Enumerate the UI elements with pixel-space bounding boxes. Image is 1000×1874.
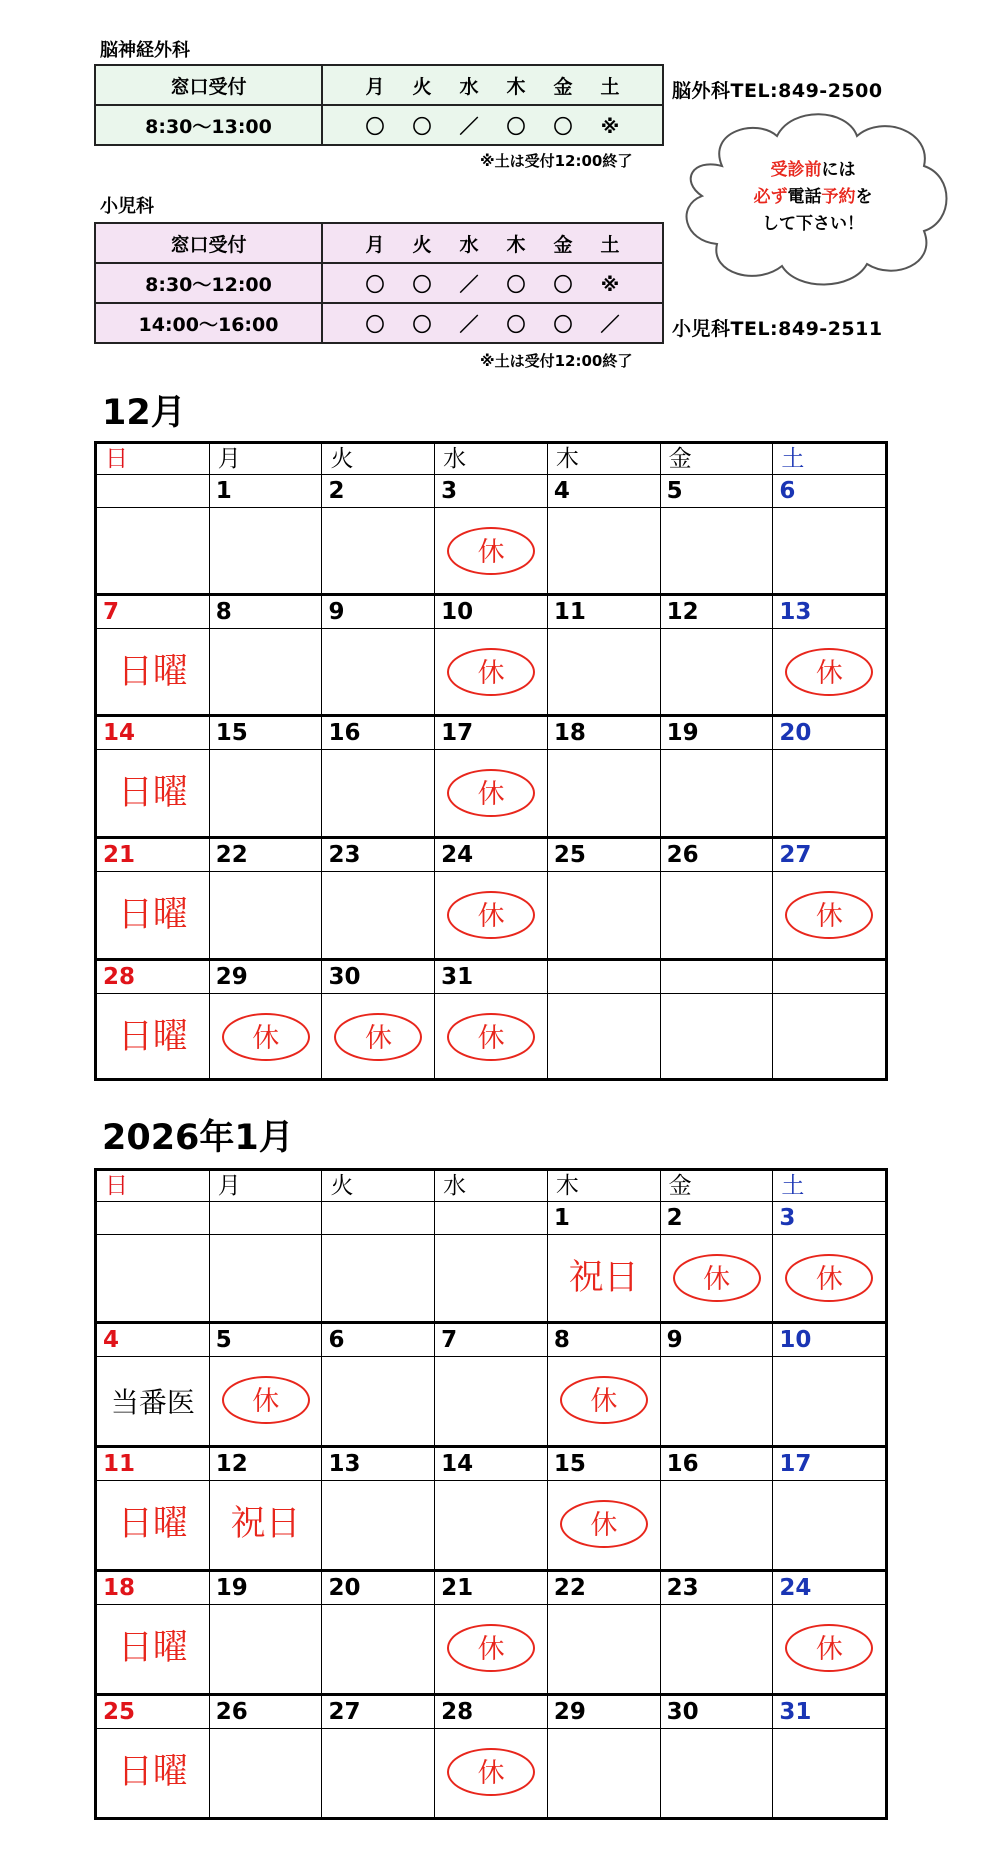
date-number: [322, 1202, 435, 1234]
date-number: 24: [435, 839, 548, 871]
date-number: 1: [210, 475, 323, 507]
date-number: 8: [548, 1324, 661, 1356]
availability-mark: 〇: [553, 115, 573, 138]
availability-mark: ※: [600, 115, 620, 138]
day-cell: [661, 1481, 774, 1569]
weekday-header-cell: 土: [781, 446, 805, 472]
day-cell: [773, 1605, 885, 1693]
hours-header-label: 窓口受付: [95, 65, 322, 105]
day-cell: [97, 1357, 210, 1445]
closed-mark: 休: [447, 1624, 535, 1672]
day-cell: [435, 994, 548, 1078]
day-cell: [661, 1235, 774, 1321]
day-cell: [97, 994, 210, 1078]
date-number: 28: [97, 961, 210, 993]
calendar-december: [94, 441, 888, 1081]
closed-mark: 休: [447, 891, 535, 939]
date-number: 29: [548, 1696, 661, 1728]
sunday-label: 日曜: [117, 1017, 188, 1057]
day-cell: [548, 1357, 661, 1445]
day-cell: [773, 629, 885, 714]
day-cell: [773, 1481, 885, 1569]
date-number: 2: [322, 475, 435, 507]
date-number: 4: [97, 1324, 210, 1356]
date-number-row: [97, 596, 885, 629]
availability-mark: ／: [459, 313, 479, 336]
day-cell: [322, 1235, 435, 1321]
date-number: 6: [779, 478, 796, 504]
date-number: 26: [210, 1696, 323, 1728]
day-cell: [548, 1235, 661, 1321]
day-body-row: [97, 508, 885, 596]
date-number: 21: [435, 1572, 548, 1604]
date-number: 11: [97, 1448, 210, 1480]
date-number: 18: [548, 717, 661, 749]
day-body-row: [97, 994, 885, 1078]
closed-mark: 休: [447, 648, 535, 696]
on-duty-label: 当番医: [110, 1386, 195, 1419]
date-number: 12: [661, 596, 774, 628]
month-title-december: 12月: [102, 393, 186, 433]
day-cell: [773, 750, 885, 836]
weekday-header-cell: 金: [661, 444, 774, 474]
day-cell: [548, 1481, 661, 1569]
day-cell: [661, 1357, 774, 1445]
sunday-label: 日曜: [117, 773, 188, 813]
date-number: 5: [210, 1324, 323, 1356]
day-cell: [97, 629, 210, 714]
day-cell: [773, 1729, 885, 1817]
closed-mark: 休: [447, 1748, 535, 1796]
day-cell: [773, 872, 885, 958]
day-cell: [322, 750, 435, 836]
day-cell: [322, 872, 435, 958]
closed-mark: 休: [785, 1624, 873, 1672]
holiday-label: 祝日: [230, 1504, 301, 1544]
day-cell: [435, 872, 548, 958]
date-number: 17: [779, 1451, 812, 1477]
availability-mark: 〇: [412, 115, 432, 138]
date-number: 1: [548, 1202, 661, 1234]
date-number-row: [97, 839, 885, 872]
hours-time: 14:00～16:00: [95, 303, 322, 343]
availability-mark: ／: [600, 313, 620, 336]
date-number: 13: [322, 1448, 435, 1480]
date-number: 16: [661, 1448, 774, 1480]
day-cell: [548, 629, 661, 714]
day-cell: [210, 994, 323, 1078]
day-cell: [435, 1605, 548, 1693]
date-number: [548, 961, 661, 993]
date-number: 7: [97, 596, 210, 628]
day-cell: [97, 750, 210, 836]
weekday-label: 木: [506, 75, 526, 98]
day-cell: [210, 508, 323, 593]
day-body-row: [97, 1729, 885, 1817]
date-number: 3: [435, 475, 548, 507]
date-number: 15: [548, 1448, 661, 1480]
weekday-header: [322, 65, 663, 105]
day-cell: [210, 629, 323, 714]
date-number: 7: [435, 1324, 548, 1356]
table-row: [95, 105, 663, 145]
weekday-label: 木: [506, 233, 526, 256]
calendar-january: [94, 1168, 888, 1820]
table-row: [95, 223, 663, 263]
day-cell: [97, 1235, 210, 1321]
hours-header-label: 窓口受付: [95, 223, 322, 263]
day-cell: [210, 750, 323, 836]
date-number: [97, 475, 210, 507]
date-number: 22: [548, 1572, 661, 1604]
day-cell: [661, 994, 774, 1078]
day-cell: [661, 1605, 774, 1693]
day-cell: [548, 994, 661, 1078]
sunday-label: 日曜: [117, 652, 188, 692]
day-body-row: [97, 1235, 885, 1324]
date-number: 27: [779, 842, 812, 868]
day-body-row: [97, 1481, 885, 1572]
date-number: 21: [97, 839, 210, 871]
pediatrics-hours-table: [94, 222, 664, 344]
notice-text: 電話: [787, 187, 822, 207]
day-cell: [548, 1729, 661, 1817]
date-number: 30: [322, 961, 435, 993]
weekday-label: 土: [600, 75, 620, 98]
notice-red-text: 必ず: [753, 187, 788, 207]
availability-mark: 〇: [365, 313, 385, 336]
day-cell: [97, 1729, 210, 1817]
availability-marks: [322, 105, 663, 145]
day-cell: [210, 1729, 323, 1817]
notice-red-text: 予約: [821, 187, 856, 207]
date-number: 9: [661, 1324, 774, 1356]
date-number: 16: [322, 717, 435, 749]
notice-red-text: 受診前: [770, 160, 822, 180]
date-number: 29: [210, 961, 323, 993]
date-number: 10: [779, 1327, 812, 1353]
notice-text: を: [855, 187, 873, 207]
day-cell: [435, 1481, 548, 1569]
weekday-label: 月: [365, 233, 385, 256]
day-body-row: [97, 1357, 885, 1448]
day-cell: [435, 508, 548, 593]
date-number: 23: [661, 1572, 774, 1604]
closed-mark: 休: [673, 1254, 761, 1302]
weekday-label: 水: [459, 233, 479, 256]
neuro-hours-table: [94, 64, 664, 146]
date-number: 25: [548, 839, 661, 871]
date-number: [435, 1202, 548, 1234]
sunday-label: 日曜: [117, 1628, 188, 1668]
closed-mark: 休: [447, 1013, 535, 1061]
availability-marks: [322, 263, 663, 303]
month-title-january: 2026年1月: [102, 1118, 294, 1158]
availability-mark: 〇: [506, 313, 526, 336]
date-number: 17: [435, 717, 548, 749]
notice-text: には: [821, 160, 856, 180]
date-number: 18: [97, 1572, 210, 1604]
day-cell: [210, 1605, 323, 1693]
day-cell: [322, 994, 435, 1078]
date-number-row: [97, 1448, 885, 1481]
day-cell: [773, 1235, 885, 1321]
closed-mark: 休: [222, 1376, 310, 1424]
date-number: 14: [97, 717, 210, 749]
day-cell: [773, 508, 885, 593]
availability-mark: 〇: [506, 115, 526, 138]
date-number: [210, 1202, 323, 1234]
date-number: 31: [435, 961, 548, 993]
date-number: 19: [210, 1572, 323, 1604]
date-number: 3: [779, 1205, 796, 1231]
weekday-header-cell: 日: [97, 1171, 210, 1201]
day-cell: [322, 1605, 435, 1693]
holiday-label: 祝日: [568, 1258, 639, 1298]
hours-time: 8:30～12:00: [95, 263, 322, 303]
day-cell: [435, 1357, 548, 1445]
day-cell: [97, 872, 210, 958]
weekday-label: 金: [553, 75, 573, 98]
date-number: 30: [661, 1696, 774, 1728]
day-cell: [97, 508, 210, 593]
date-number: 25: [97, 1696, 210, 1728]
neuro-note: ※土は受付12:00終了: [480, 152, 633, 170]
date-number-row: [97, 475, 885, 508]
sunday-label: 日曜: [117, 1752, 188, 1792]
table-row: [95, 263, 663, 303]
day-cell: [322, 1357, 435, 1445]
date-number-row: [97, 717, 885, 750]
date-number: 20: [779, 720, 812, 746]
closed-mark: 休: [560, 1500, 648, 1548]
pediatrics-note: ※土は受付12:00終了: [480, 352, 633, 370]
availability-mark: 〇: [412, 273, 432, 296]
neuro-tel: 脳外科TEL:849-2500: [672, 80, 883, 102]
date-number: 14: [435, 1448, 548, 1480]
date-number: 19: [661, 717, 774, 749]
date-number: 27: [322, 1696, 435, 1728]
day-cell: [548, 1605, 661, 1693]
date-number: 22: [210, 839, 323, 871]
date-number: 2: [661, 1202, 774, 1234]
date-number: 20: [322, 1572, 435, 1604]
weekday-header-cell: 火: [322, 1171, 435, 1201]
date-number: 12: [210, 1448, 323, 1480]
day-cell: [210, 1235, 323, 1321]
day-cell: [661, 508, 774, 593]
day-body-row: [97, 1605, 885, 1696]
neuro-title: 脳神経外科: [100, 40, 190, 61]
availability-mark: ／: [459, 273, 479, 296]
closed-mark: 休: [334, 1013, 422, 1061]
date-number: 11: [548, 596, 661, 628]
date-number: 24: [779, 1575, 812, 1601]
pediatrics-tel: 小児科TEL:849-2511: [672, 318, 883, 340]
availability-marks: [322, 303, 663, 343]
date-number: [661, 961, 774, 993]
date-number: 6: [322, 1324, 435, 1356]
availability-mark: 〇: [506, 273, 526, 296]
weekday-header-cell: 土: [781, 1173, 805, 1199]
closed-mark: 休: [222, 1013, 310, 1061]
weekday-header-cell: 水: [435, 1171, 548, 1201]
date-number-row: [97, 1202, 885, 1235]
day-body-row: [97, 629, 885, 717]
date-number-row: [97, 961, 885, 994]
weekday-header-cell: 月: [210, 444, 323, 474]
date-number: 28: [435, 1696, 548, 1728]
date-number-row: [97, 1572, 885, 1605]
day-cell: [661, 872, 774, 958]
day-cell: [773, 1357, 885, 1445]
weekday-header-row: [97, 1171, 885, 1202]
day-cell: [435, 1729, 548, 1817]
day-cell: [210, 1481, 323, 1569]
weekday-header-cell: 木: [548, 444, 661, 474]
weekday-header-row: [97, 444, 885, 475]
day-cell: [548, 872, 661, 958]
day-cell: [322, 1729, 435, 1817]
date-number: 8: [210, 596, 323, 628]
date-number: 26: [661, 839, 774, 871]
day-cell: [773, 994, 885, 1078]
sunday-label: 日曜: [117, 1504, 188, 1544]
date-number-row: [97, 1696, 885, 1729]
day-cell: [322, 508, 435, 593]
day-cell: [661, 750, 774, 836]
closed-mark: 休: [447, 527, 535, 575]
cloud-notice: [700, 157, 926, 238]
weekday-label: 金: [553, 233, 573, 256]
day-cell: [661, 1729, 774, 1817]
day-cell: [435, 750, 548, 836]
day-cell: [210, 1357, 323, 1445]
weekday-label: 土: [600, 233, 620, 256]
date-number-row: [97, 1324, 885, 1357]
table-row: [95, 303, 663, 343]
availability-mark: 〇: [412, 313, 432, 336]
weekday-header-cell: 日: [97, 444, 210, 474]
table-row: [95, 65, 663, 105]
closed-mark: 休: [560, 1376, 648, 1424]
day-cell: [435, 629, 548, 714]
availability-mark: 〇: [553, 313, 573, 336]
weekday-header: [322, 223, 663, 263]
date-number: [773, 961, 885, 993]
weekday-label: 月: [365, 75, 385, 98]
weekday-label: 火: [412, 75, 432, 98]
date-number: 10: [435, 596, 548, 628]
day-cell: [97, 1481, 210, 1569]
availability-mark: ／: [459, 115, 479, 138]
availability-mark: ※: [600, 273, 620, 296]
date-number: 9: [322, 596, 435, 628]
date-number: 23: [322, 839, 435, 871]
date-number: 15: [210, 717, 323, 749]
day-cell: [210, 872, 323, 958]
date-number: 4: [548, 475, 661, 507]
date-number: 5: [661, 475, 774, 507]
closed-mark: 休: [785, 1254, 873, 1302]
weekday-label: 火: [412, 233, 432, 256]
day-body-row: [97, 750, 885, 839]
day-cell: [548, 508, 661, 593]
weekday-header-cell: 月: [210, 1171, 323, 1201]
weekday-header-cell: 木: [548, 1171, 661, 1201]
pediatrics-title: 小児科: [100, 196, 154, 217]
availability-mark: 〇: [365, 115, 385, 138]
day-body-row: [97, 872, 885, 961]
sunday-label: 日曜: [117, 895, 188, 935]
closed-mark: 休: [447, 769, 535, 817]
weekday-header-cell: 水: [435, 444, 548, 474]
availability-mark: 〇: [365, 273, 385, 296]
day-cell: [548, 750, 661, 836]
weekday-header-cell: 金: [661, 1171, 774, 1201]
hours-time: 8:30～13:00: [95, 105, 322, 145]
day-cell: [322, 1481, 435, 1569]
day-cell: [661, 629, 774, 714]
weekday-label: 水: [459, 75, 479, 98]
availability-mark: 〇: [553, 273, 573, 296]
day-cell: [435, 1235, 548, 1321]
closed-mark: 休: [785, 891, 873, 939]
date-number: [97, 1202, 210, 1234]
notice-text: して下さい！: [762, 214, 864, 234]
date-number: 13: [779, 599, 812, 625]
weekday-header-cell: 火: [322, 444, 435, 474]
date-number: 31: [779, 1699, 812, 1725]
day-cell: [322, 629, 435, 714]
day-cell: [97, 1605, 210, 1693]
closed-mark: 休: [785, 648, 873, 696]
